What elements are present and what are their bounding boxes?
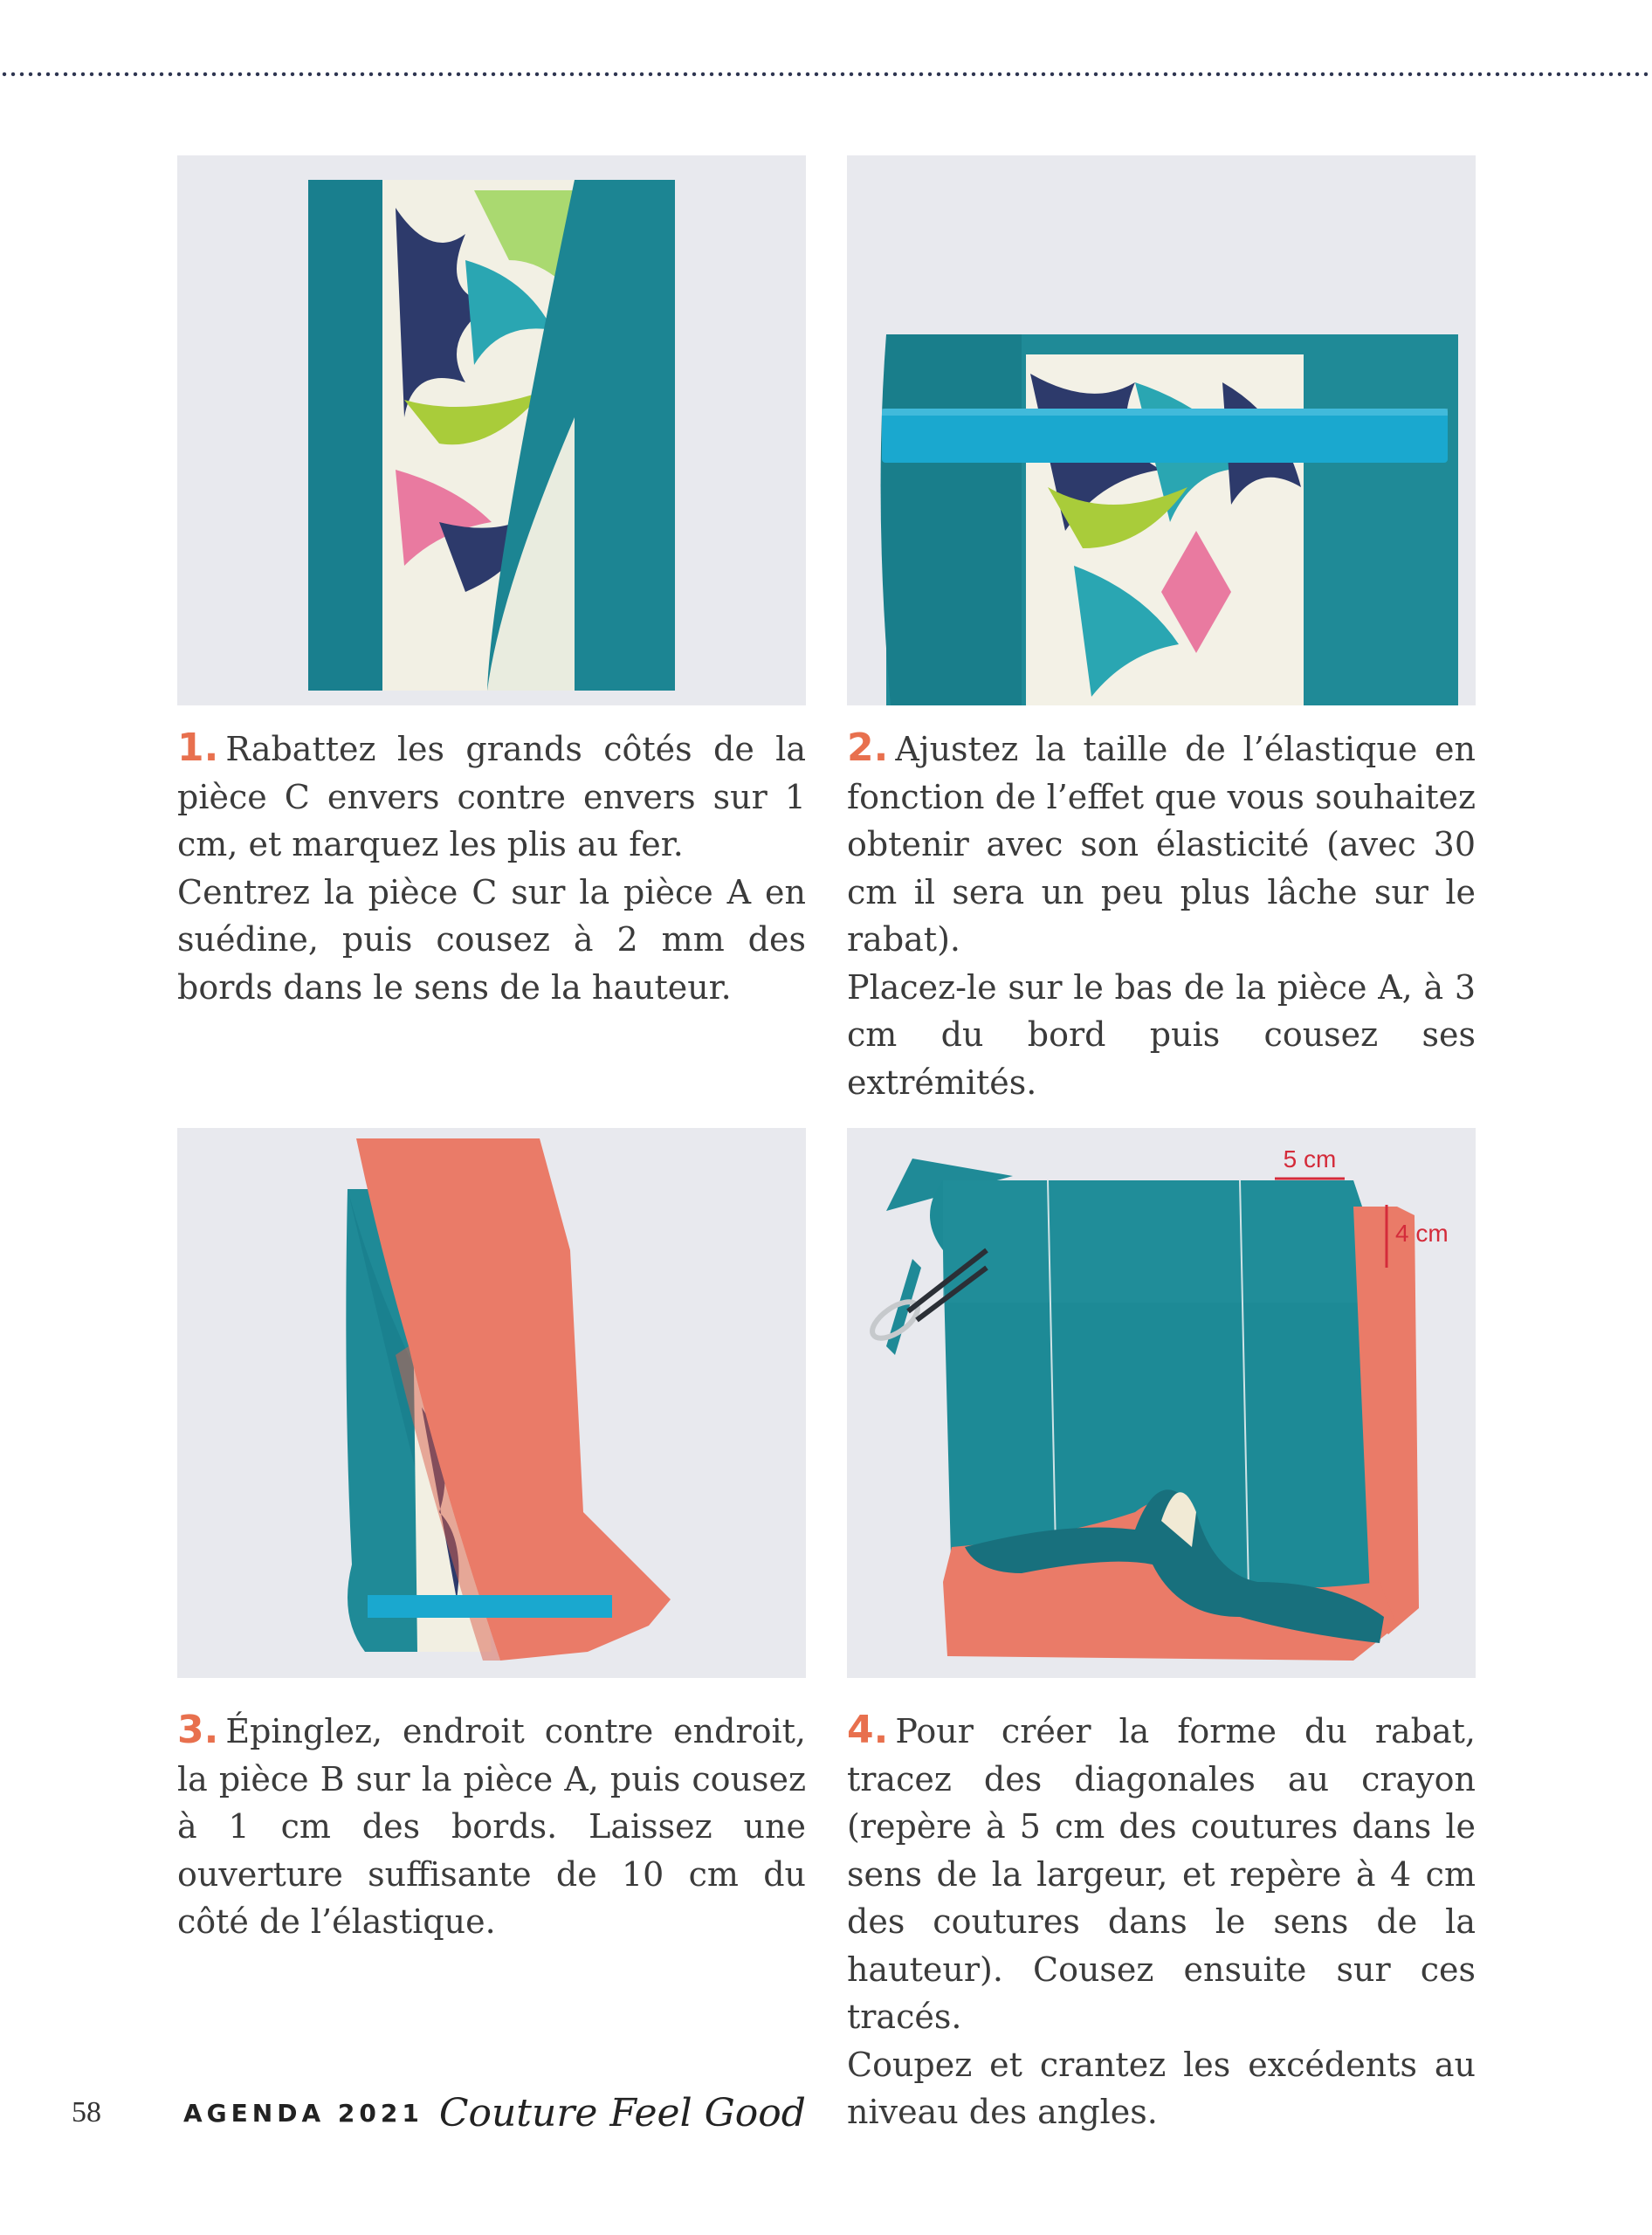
step-paragraph: Centrez la pièce C sur la pièce A en suédine, puis cousez à 2 mm des bords dans le sens de la hauteur. xyxy=(177,872,806,1007)
step-3-text xyxy=(177,1707,806,1946)
step-2-photo xyxy=(847,155,1476,705)
step-1-photo xyxy=(177,155,806,705)
step-2-text xyxy=(847,725,1476,1106)
agenda-label: AGENDA 2021 xyxy=(183,2098,423,2128)
page-footer xyxy=(72,2087,806,2139)
step-paragraph: Coupez et crantez les excédents au niveau des angles. xyxy=(847,2045,1476,2131)
step-number: 1. xyxy=(177,726,219,770)
step-paragraph: Épinglez, endroit contre endroit, la pièce B sur la pièce A, puis cousez à 1 cm des bords. Laissez une ouverture suffisante de 10 cm du côté de l’élastique. xyxy=(177,1712,806,1941)
step-number: 2. xyxy=(847,726,889,770)
brand-logo-text: Couture Feel Good xyxy=(438,2090,806,2135)
page-number: 58 xyxy=(72,2096,101,2128)
step-number: 4. xyxy=(847,1708,889,1752)
dotted-divider xyxy=(0,72,1652,77)
step-paragraph: Pour créer la forme du rabat, tracez des diagonales au crayon (repère à 5 cm des coutures dans le sens de la largeur, et repère à 4 cm des coutures dans le sens de la hauteur). Cousez ensuite sur ces tracés. xyxy=(847,1712,1476,2036)
height-mark-label: 4 cm xyxy=(1395,1220,1449,1247)
step-number: 3. xyxy=(177,1708,219,1752)
step-4-photo xyxy=(847,1128,1476,1678)
step-paragraph: Rabattez les grands côtés de la pièce C envers contre envers sur 1 cm, et marquez les plis au fer. xyxy=(177,730,806,863)
width-mark-label: 5 cm xyxy=(1283,1145,1337,1173)
step-1-text xyxy=(177,725,806,1011)
step-paragraph: Ajustez la taille de l’élastique en fonction de l’effet que vous souhaitez obtenir avec son élasticité (avec 30 cm il sera un peu plus lâche sur le rabat). xyxy=(847,730,1476,959)
step-4-text xyxy=(847,1707,1476,2136)
step-3-photo xyxy=(177,1128,806,1678)
step-paragraph: Placez-le sur le bas de la pièce A, à 3 cm du bord puis cousez ses extrémités. xyxy=(847,967,1476,1102)
